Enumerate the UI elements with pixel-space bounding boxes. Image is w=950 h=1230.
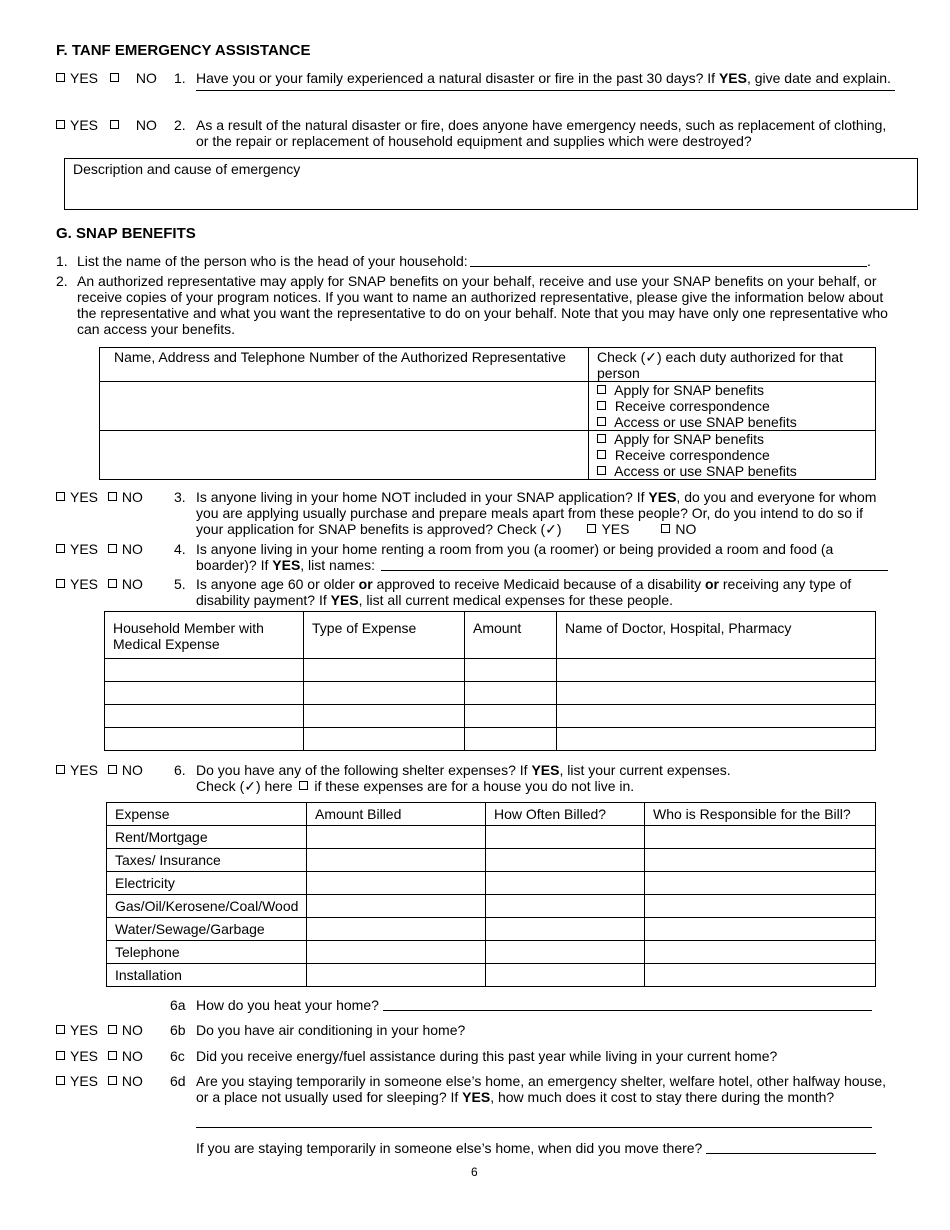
q6c-number: 6c bbox=[170, 1048, 185, 1064]
med-header-type: Type of Expense bbox=[304, 612, 465, 659]
q6d-line1: Are you staying temporarily in someone else’s home, an emergency shelter, welfare hotel, other halfway house, bbox=[196, 1073, 886, 1089]
expense-label: Rent/Mortgage bbox=[107, 826, 307, 849]
g-item1-text: List the name of the person who is the head of your household: bbox=[77, 253, 468, 269]
f-q1-yes-no: YES NO bbox=[56, 70, 157, 86]
emergency-description-box[interactable] bbox=[64, 158, 918, 210]
g-q6-line2: Check (✓) here if these expenses are for a house you do not live in. bbox=[196, 778, 635, 794]
g-item2-line: An authorized representative may apply for SNAP benefits on your behalf, receive and use your SNAP benefits on your behalf, or bbox=[77, 273, 877, 289]
g-q5-line2: disability payment? If YES, list all current medical expenses for these people. bbox=[196, 592, 674, 608]
f-q1-no-checkbox[interactable] bbox=[110, 73, 119, 82]
expense-label: Water/Sewage/Garbage bbox=[107, 918, 307, 941]
g-q4-line2: boarder)? If YES, list names: bbox=[196, 557, 375, 573]
q6a-text: How do you heat your home? bbox=[196, 997, 379, 1013]
shelter-cost-line[interactable] bbox=[196, 1127, 872, 1128]
duty-receive-checkbox[interactable] bbox=[597, 450, 606, 459]
g-item2-line: the representative and what you want the representative to do on your behalf. Note that you may have only one representative who bbox=[77, 305, 888, 321]
q6b-no-checkbox[interactable] bbox=[108, 1025, 117, 1034]
table-row bbox=[105, 682, 876, 705]
move-date-line[interactable] bbox=[706, 1153, 876, 1154]
g-q3-number: 3. bbox=[174, 489, 186, 505]
q6d-yes-checkbox[interactable] bbox=[56, 1076, 65, 1085]
emergency-description-label: Description and cause of emergency bbox=[73, 161, 301, 177]
section-f-title: F. TANF EMERGENCY ASSISTANCE bbox=[56, 42, 311, 59]
q6b-yes-no: YES NO bbox=[56, 1022, 143, 1038]
table-row bbox=[107, 918, 876, 941]
g-q4-line1: Is anyone living in your home renting a room from you (a roomer) or being provided a room and food (a bbox=[196, 541, 834, 557]
g-q5-yes-checkbox[interactable] bbox=[56, 579, 65, 588]
g-q5-number: 5. bbox=[174, 576, 186, 592]
medical-expense-table bbox=[104, 611, 876, 751]
table-row bbox=[105, 728, 876, 751]
q6c-text: Did you receive energy/fuel assistance during this past year while living in your current home? bbox=[196, 1048, 778, 1064]
f-q1-yes-checkbox[interactable] bbox=[56, 73, 65, 82]
expense-label: Electricity bbox=[107, 872, 307, 895]
roomer-names-line[interactable] bbox=[381, 570, 888, 571]
f-q1-answer-line[interactable] bbox=[196, 90, 895, 91]
shelter-expense-table bbox=[106, 802, 876, 987]
med-header-amount: Amount bbox=[465, 612, 557, 659]
g-q3-line2: you are applying usually purchase and prepare meals apart from these people? Or, do you intend to do so if bbox=[196, 505, 863, 521]
head-of-household-line[interactable] bbox=[470, 266, 867, 267]
g-q3-yes-no: YES NO bbox=[56, 489, 143, 505]
shelter-header-frequency: How Often Billed? bbox=[486, 803, 645, 826]
duty-apply-checkbox[interactable] bbox=[597, 434, 606, 443]
section-g-title: G. SNAP BENEFITS bbox=[56, 225, 196, 242]
table-row bbox=[107, 872, 876, 895]
table-row bbox=[107, 964, 876, 987]
f-q2-number: 2. bbox=[174, 117, 186, 133]
expense-label: Taxes/ Insurance bbox=[107, 849, 307, 872]
q6d-yes-no: YES NO bbox=[56, 1073, 143, 1089]
expense-label: Telephone bbox=[107, 941, 307, 964]
duty-options: Apply for SNAP benefits Receive correspondence Access or use SNAP benefits bbox=[589, 431, 876, 480]
authorized-rep-table bbox=[99, 347, 876, 480]
page-number: 6 bbox=[471, 1165, 478, 1179]
q6b-yes-checkbox[interactable] bbox=[56, 1025, 65, 1034]
shelter-header-responsible: Who is Responsible for the Bill? bbox=[645, 803, 876, 826]
duty-access-checkbox[interactable] bbox=[597, 417, 606, 426]
g-q3-meals-no-checkbox[interactable] bbox=[661, 524, 670, 533]
shelter-header-expense: Expense bbox=[107, 803, 307, 826]
q6a-number: 6a bbox=[170, 997, 186, 1013]
q6d-number: 6d bbox=[170, 1073, 186, 1089]
duty-col-header: Check (✓) each duty authorized for that person bbox=[589, 348, 876, 382]
g-q4-yes-no: YES NO bbox=[56, 541, 143, 557]
q6c-yes-no: YES NO bbox=[56, 1048, 143, 1064]
duty-access-checkbox[interactable] bbox=[597, 466, 606, 475]
g-q6-yes-checkbox[interactable] bbox=[56, 765, 65, 774]
duty-receive-checkbox[interactable] bbox=[597, 401, 606, 410]
table-row bbox=[107, 849, 876, 872]
g-q3-meals-yes-checkbox[interactable] bbox=[587, 524, 596, 533]
g-item1-period: . bbox=[867, 253, 871, 269]
table-row bbox=[107, 895, 876, 918]
g-q3-no-checkbox[interactable] bbox=[108, 492, 117, 501]
f-q2-yes-checkbox[interactable] bbox=[56, 120, 65, 129]
g-q3-line1: Is anyone living in your home NOT included in your SNAP application? If YES, do you and everyone for whom bbox=[196, 489, 877, 505]
g-q4-yes-checkbox[interactable] bbox=[56, 544, 65, 553]
f-q2-line1: As a result of the natural disaster or fire, does anyone have emergency needs, such as replacement of clothing, bbox=[196, 117, 887, 133]
table-row bbox=[107, 941, 876, 964]
q6c-yes-checkbox[interactable] bbox=[56, 1051, 65, 1060]
g-q6-no-checkbox[interactable] bbox=[108, 765, 117, 774]
f-q2-yes-no: YES NO bbox=[56, 117, 157, 133]
q6b-text: Do you have air conditioning in your home? bbox=[196, 1022, 466, 1038]
g-q5-line1: Is anyone age 60 or older or approved to receive Medicaid because of a disability or receiving any type of bbox=[196, 576, 852, 592]
q6d-line3: If you are staying temporarily in someone else’s home, when did you move there? bbox=[196, 1140, 703, 1156]
q6d-line2: or a place not usually used for sleeping? If YES, how much does it cost to stay there during the month? bbox=[196, 1089, 835, 1105]
g-q3-yes-checkbox[interactable] bbox=[56, 492, 65, 501]
expense-label: Gas/Oil/Kerosene/Coal/Wood bbox=[107, 895, 307, 918]
duty-apply-checkbox[interactable] bbox=[597, 385, 606, 394]
g-q6-number: 6. bbox=[174, 762, 186, 778]
heat-answer-line[interactable] bbox=[383, 1010, 872, 1011]
q6c-no-checkbox[interactable] bbox=[108, 1051, 117, 1060]
g-q6-yes-no: YES NO bbox=[56, 762, 143, 778]
shelter-header-amount: Amount Billed bbox=[307, 803, 486, 826]
f-q2-line2: or the repair or replacement of household equipment and supplies which were destroyed? bbox=[196, 133, 752, 149]
g-q5-no-checkbox[interactable] bbox=[108, 579, 117, 588]
f-q1-number: 1. bbox=[174, 70, 186, 86]
rep-info-cell[interactable] bbox=[100, 382, 589, 431]
med-header-member: Household Member with Medical Expense bbox=[105, 612, 304, 659]
g-q4-no-checkbox[interactable] bbox=[108, 544, 117, 553]
g-q6-line1: Do you have any of the following shelter expenses? If YES, list your current expenses. bbox=[196, 762, 731, 778]
g-item2-line: receive copies of your program notices. If you want to name an authorized representative, please give the information below about bbox=[77, 289, 884, 305]
g-item1-number: 1. bbox=[56, 253, 68, 269]
duty-options: Apply for SNAP benefits Receive correspondence Access or use SNAP benefits bbox=[589, 382, 876, 431]
expense-label: Installation bbox=[107, 964, 307, 987]
g-q4-number: 4. bbox=[174, 541, 186, 557]
g-q6-not-live-checkbox[interactable] bbox=[299, 781, 308, 790]
table-row bbox=[105, 659, 876, 682]
g-q3-line3: your application for SNAP benefits is approved? Check (✓) YES NO bbox=[196, 521, 697, 537]
q6b-number: 6b bbox=[170, 1022, 186, 1038]
rep-col-header: Name, Address and Telephone Number of the Authorized Representative bbox=[100, 348, 589, 382]
rep-info-cell[interactable] bbox=[100, 431, 589, 480]
g-item2-number: 2. bbox=[56, 273, 68, 289]
q6d-no-checkbox[interactable] bbox=[108, 1076, 117, 1085]
f-q2-no-checkbox[interactable] bbox=[110, 120, 119, 129]
g-q5-yes-no: YES NO bbox=[56, 576, 143, 592]
g-item2-line: can access your benefits. bbox=[77, 321, 235, 337]
med-header-provider: Name of Doctor, Hospital, Pharmacy bbox=[557, 612, 876, 659]
f-q1-text: Have you or your family experienced a natural disaster or fire in the past 30 days? If YES, give date and explain. bbox=[196, 70, 891, 86]
table-row bbox=[107, 826, 876, 849]
table-row bbox=[105, 705, 876, 728]
